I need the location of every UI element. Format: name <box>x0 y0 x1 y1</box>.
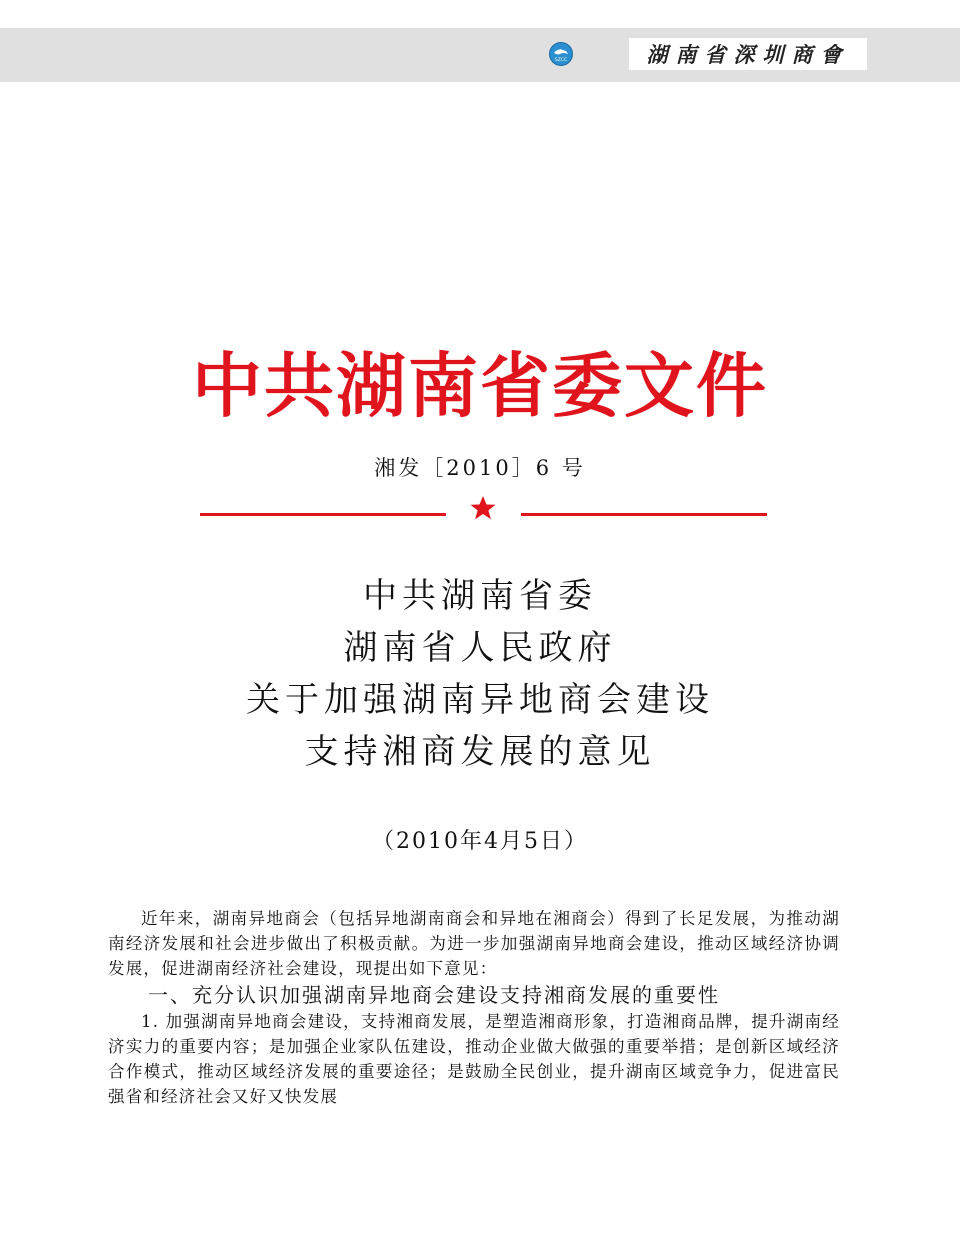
subject-line: 支持湘商发展的意见 <box>304 732 656 772</box>
logo-text: SZCC <box>554 58 568 63</box>
document-subject <box>0 570 960 778</box>
document-title: 中共湖南省委文件 <box>192 345 768 427</box>
red-rule-left <box>200 513 446 516</box>
document-date: （2010年4月5日） <box>372 829 588 854</box>
body-paragraph: 1. 加强湖南异地商会建设，支持湘商发展，是塑造湘商形象，打造湘商品牌，提升湖南经济实力的重要内容；是加强企业家队伍建设，推动企业做大做强的重要举措；是创新区域经济合作模式，推动区域经济发展的重要途径；是鼓励全民创业，提升湖南区域竞争力，促进富民强省和经济社会又好又快发展 <box>108 1012 840 1106</box>
section-heading: 一、充分认识加强湖南异地商会建设支持湘商发展的重要性 <box>148 983 720 1007</box>
subject-line: 湖南省人民政府 <box>343 628 617 668</box>
subject-line: 关于加强湖南异地商会建设 <box>246 680 714 720</box>
subject-line: 中共湖南省委 <box>363 576 597 616</box>
red-star-icon <box>469 494 497 522</box>
body-paragraph: 近年来，湖南异地商会（包括异地湖南商会和异地在湘商会）得到了长足发展，为推动湖南经济发展和社会进步做出了积极贡献。为进一步加强湖南异地商会建设，推动区域经济协调发展，促进湖南经济社会建设，现提出如下意见： <box>108 909 840 978</box>
logo-graphic <box>550 43 572 65</box>
document-body <box>108 906 840 1109</box>
document-number: 湘发［2010］6 号 <box>374 456 586 480</box>
szcc-logo-icon <box>549 42 573 66</box>
org-name: 湖南省深圳商會 <box>629 38 867 70</box>
red-rule-right <box>521 513 767 516</box>
